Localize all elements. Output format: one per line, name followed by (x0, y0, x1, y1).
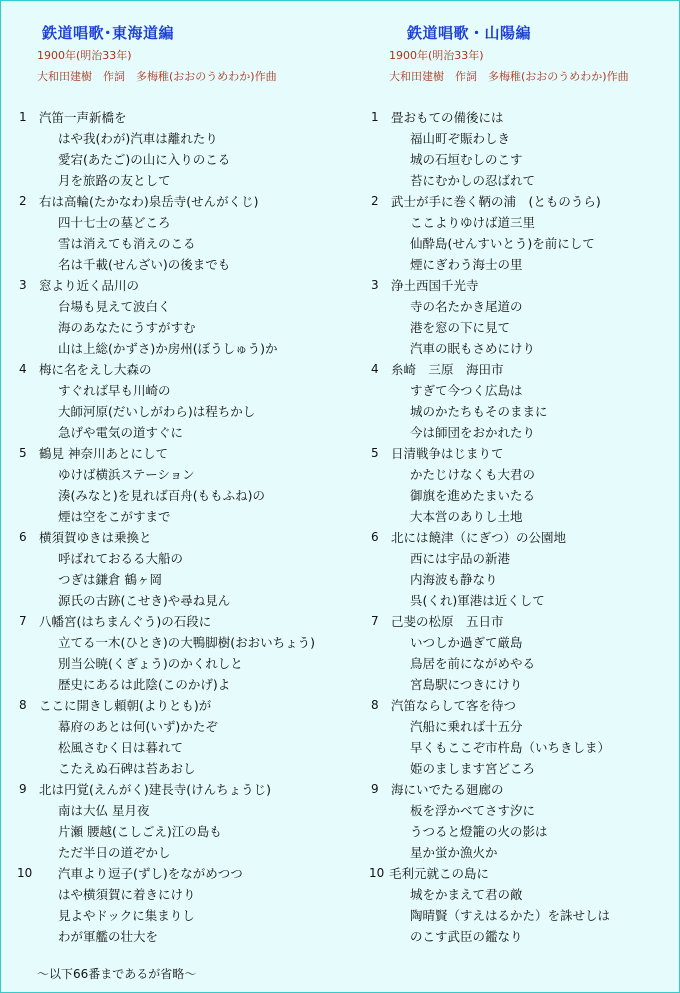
sanyo-verse (353, 443, 673, 527)
verse-line: 内海波も静なり (410, 572, 498, 587)
verse-line: 急げや電気の道すぐに (58, 425, 184, 440)
tokaido-credits: 大和田建樹 作詞 多梅稚(おおのうめわか)作曲 (37, 70, 277, 83)
verse-line: 苔にむかしの忍ばれて (410, 173, 536, 188)
verse-line: のこす武臣の鑑なり (410, 929, 523, 944)
verse-number: 9 (19, 782, 27, 796)
sanyo-verses (353, 107, 673, 947)
verse-line: 福山町ぞ賑わしき (410, 131, 511, 146)
verse-line: 北には饒津（にぎつ）の公園地 (391, 530, 567, 545)
sanyo-verse (353, 611, 673, 695)
tokaido-verses (1, 107, 321, 947)
verse-line: 己斐の松原 五日市 (391, 614, 504, 629)
verse-line: ここに開きし頼朝(よりとも)が (39, 698, 212, 713)
verse-line: 汽車の眠もさめにけり (410, 341, 536, 356)
verse-line: 鶴見 神奈川あとにして (39, 446, 168, 461)
sanyo-verse (353, 275, 673, 359)
tokaido-verse (1, 443, 321, 527)
verse-line: 城をかまえて君の敵 (410, 887, 523, 902)
verse-number: 10 (369, 866, 385, 880)
verse-line: 四十七士の墓どころ (58, 215, 171, 230)
sanyo-verse (353, 107, 673, 191)
verse-line: 汽車より逗子(ずし)をながめつつ (58, 866, 243, 881)
verse-line: いつしか過ぎて厳島 (410, 635, 523, 650)
tokaido-title: 鉄道唱歌･東海道編 (42, 24, 175, 42)
verse-line: 右は高輪(たかなわ)泉岳寺(せんがくじ) (39, 194, 259, 209)
omission-note: ～以下66番まであるが省略～ (37, 967, 197, 981)
sanyo-verse (353, 695, 673, 779)
tokaido-verse (1, 191, 321, 275)
verse-line: 片瀬 腰越(こしごえ)江の島も (58, 824, 222, 839)
verse-line: 呉(くれ)軍港は近くして (410, 593, 545, 608)
tokaido-verse (1, 611, 321, 695)
verse-line: 宮島駅につきにけり (410, 677, 523, 692)
sanyo-verse (353, 359, 673, 443)
verse-line: 湊(みなと)を見れば百舟(ももふね)の (58, 488, 266, 503)
verse-line: 今は師団をおかれたり (410, 425, 536, 440)
verse-number: 4 (19, 362, 27, 376)
verse-line: 浄土西国千光寺 (391, 278, 479, 293)
verse-number: 9 (371, 782, 379, 796)
verse-line: 武士が手に巻く鞆の浦 (とものうら) (391, 194, 601, 209)
verse-number: 3 (19, 278, 27, 292)
verse-line: 歴史にあるは此陰(このかげ)よ (58, 677, 231, 692)
tokaido-verse (1, 695, 321, 779)
verse-line: 仙酔島(せんすいとう)を前にして (410, 236, 595, 251)
verse-line: 名は千載(せんざい)の後までも (58, 257, 231, 272)
verse-number: 5 (371, 446, 379, 460)
tokaido-verse (1, 275, 321, 359)
verse-line: 大師河原(だいしがわら)は程ちかし (58, 404, 256, 419)
verse-line: すぎて今つく広島は (410, 383, 523, 398)
verse-line: つぎは鎌倉 鶴ヶ岡 (58, 572, 162, 587)
tokaido-verse (1, 527, 321, 611)
tokaido-verse (1, 779, 321, 863)
verse-line: はや横須賀に着きにけり (58, 887, 196, 902)
verse-line: 御旗を進めたまいたる (410, 488, 536, 503)
verse-line: 汽笛一声新橋を (39, 110, 127, 125)
verse-line: 山は上総(かずさ)か房州(ぼうしゅう)か (58, 341, 278, 356)
verse-line: 大本営のありし土地 (410, 509, 523, 524)
verse-line: 陶晴賢（すえはるかた）を誅せしは (410, 908, 611, 923)
sanyo-verse (353, 191, 673, 275)
verse-number: 7 (19, 614, 27, 628)
verse-line: 畳おもての備後には (391, 110, 504, 125)
verse-line: うつると燈籠の火の影は (410, 824, 548, 839)
verse-line: ただ半日の道ぞかし (58, 845, 171, 860)
verse-line: すぐれば早も川崎の (58, 383, 171, 398)
verse-line: 北は円覚(えんがく)建長寺(けんちょうじ) (39, 782, 272, 797)
tokaido-verse (1, 107, 321, 191)
verse-number: 1 (371, 110, 379, 124)
verse-line: こたえぬ石碑は苔あおし (58, 761, 196, 776)
verse-line: ここよりゆけば道三里 (410, 215, 536, 230)
verse-line: 海にいでたる廻廊の (391, 782, 504, 797)
sanyo-verse (353, 527, 673, 611)
verse-line: 港を窓の下に見て (410, 320, 511, 335)
verse-line: 源氏の古跡(こせき)や尋ね見ん (58, 593, 231, 608)
verse-line: 松風さむく日は暮れて (58, 740, 184, 755)
sanyo-year: 1900年(明治33年) (389, 49, 484, 62)
verse-line: 汽笛ならして客を待つ (391, 698, 517, 713)
verse-line: 鳥居を前にながめやる (410, 656, 536, 671)
verse-line: 板を浮かべてさす汐に (410, 803, 536, 818)
verse-line: 幕府のあとは何(いず)かたぞ (58, 719, 218, 734)
verse-line: 姫のまします宮どころ (410, 761, 536, 776)
verse-number: 3 (371, 278, 379, 292)
verse-line: 煙は空をこがすまで (58, 509, 171, 524)
verse-line: 城の石垣むしのこす (410, 152, 523, 167)
verse-line: 呼ばれておるる大船の (58, 551, 184, 566)
verse-number: 8 (19, 698, 27, 712)
verse-line: 南は大仏 星月夜 (58, 803, 150, 818)
verse-line: 別当公暁(くぎょう)のかくれしと (58, 656, 243, 671)
verse-number: 2 (371, 194, 379, 208)
verse-number: 6 (371, 530, 379, 544)
verse-number: 7 (371, 614, 379, 628)
verse-line: 星か蛍か漁火か (410, 845, 498, 860)
verse-line: 日清戦争はじまりて (391, 446, 504, 461)
verse-line: 西には宇品の新港 (410, 551, 511, 566)
verse-line: わが軍艦の壮大を (58, 929, 159, 944)
verse-line: 立てる一木(ひとき)の大鴨脚樹(おおいちょう) (58, 635, 316, 650)
verse-number: 6 (19, 530, 27, 544)
verse-number: 10 (17, 866, 33, 880)
verse-number: 8 (371, 698, 379, 712)
verse-line: 早くもここぞ市杵島（いちきしま） (410, 740, 611, 755)
sanyo-verse (353, 863, 673, 947)
sanyo-verse (353, 779, 673, 863)
sanyo-credits: 大和田建樹 作詞 多梅稚(おおのうめわか)作曲 (389, 70, 629, 83)
tokaido-verse (1, 359, 321, 443)
verse-line: 見よやドックに集まりし (58, 908, 195, 923)
verse-line: 八幡宮(はちまんぐう)の石段に (39, 614, 212, 629)
verse-line: 寺の名たかき尾道の (410, 299, 523, 314)
verse-line: 台場も見えて波白く (58, 299, 171, 314)
verse-line: 海のあなたにうすがすむ (58, 320, 196, 335)
verse-line: 横須賀ゆきは乗換と (39, 530, 152, 545)
verse-number: 5 (19, 446, 27, 460)
verse-line: 窓より近く品川の (39, 278, 140, 293)
verse-number: 2 (19, 194, 27, 208)
verse-number: 1 (19, 110, 27, 124)
verse-number: 4 (371, 362, 379, 376)
verse-line: 雪は消えても消えのこる (58, 236, 196, 251)
tokaido-verse (1, 863, 321, 947)
verse-line: かたじけなくも大君の (410, 467, 536, 482)
verse-line: 毛利元就この島に (389, 866, 490, 881)
verse-line: 汽船に乗れば十五分 (410, 719, 523, 734)
verse-line: 月を旅路の友として (58, 173, 171, 188)
verse-line: ゆけば横浜ステーション (58, 467, 195, 482)
verse-line: 糸崎 三原 海田市 (391, 362, 504, 377)
verse-line: 梅に名をえし大森の (39, 362, 152, 377)
tokaido-year: 1900年(明治33年) (37, 49, 132, 62)
sanyo-title: 鉄道唱歌・山陽編 (407, 24, 532, 42)
verse-line: はや我(わが)汽車は離れたり (58, 131, 218, 146)
verse-line: 煙にぎわう海士の里 (410, 257, 523, 272)
verse-line: 城のかたちもそのままに (410, 404, 548, 419)
verse-line: 愛宕(あたご)の山に入りのこる (58, 152, 231, 167)
